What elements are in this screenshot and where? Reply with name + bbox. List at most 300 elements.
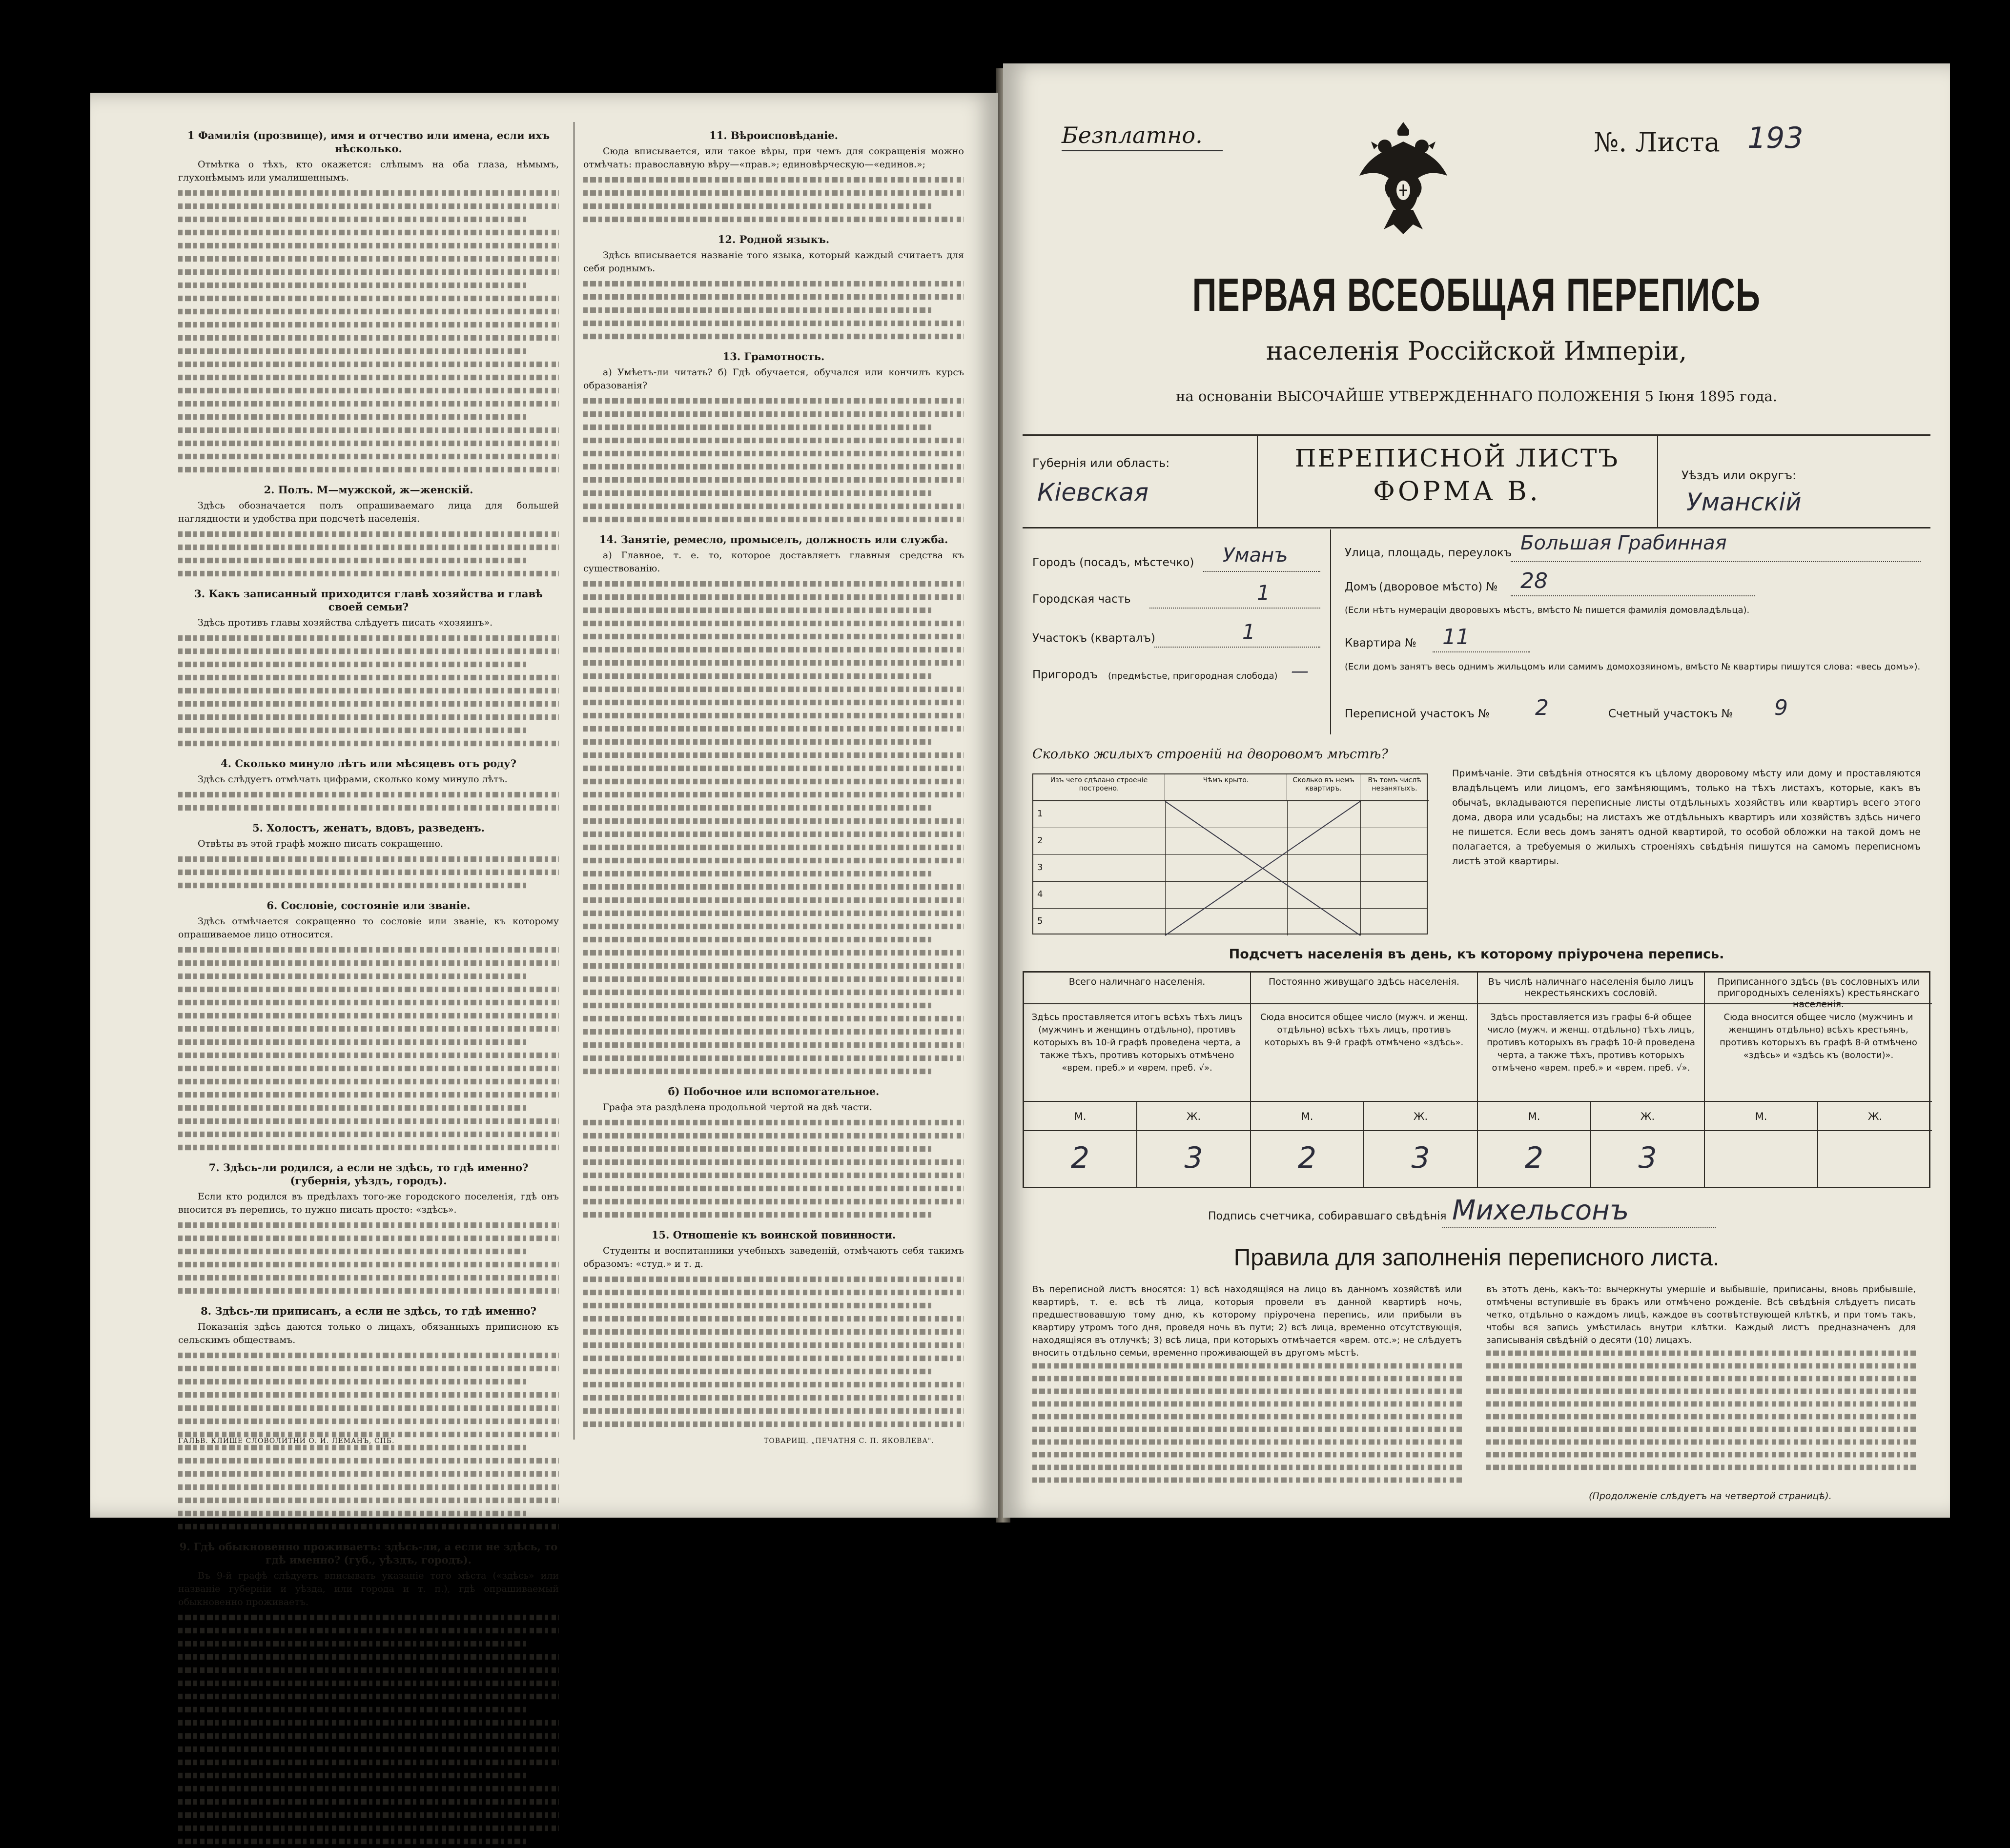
small-print-line [178, 1471, 559, 1477]
small-print-line [583, 621, 964, 626]
small-print-line [583, 660, 964, 666]
small-print-line [178, 545, 559, 550]
non-peasant-male-count: 2 [1478, 1131, 1591, 1187]
small-print-line [583, 594, 964, 600]
small-print-line [178, 217, 529, 222]
small-print-line [178, 296, 559, 301]
instruction-text: а) Главное, т. е. то, которое доставляетъ главныя средства къ существованію. [583, 550, 964, 574]
small-print-line [178, 688, 559, 693]
small-print-line [178, 960, 559, 966]
small-print-line [583, 726, 964, 731]
small-print-line [178, 987, 559, 992]
small-print-line [178, 1379, 529, 1384]
small-print-line [583, 321, 964, 326]
small-print-line [583, 1212, 934, 1218]
small-print-line [178, 269, 559, 275]
small-print-line [583, 203, 934, 209]
small-print-line [178, 649, 559, 654]
location-divider [1330, 529, 1331, 734]
small-print-line [178, 362, 559, 367]
small-print-line [178, 1694, 559, 1699]
instruction-text: Здѣсь вписывается названіе того языка, который каждый считаетъ для себя роднымъ. [583, 250, 964, 274]
small-print-line [583, 438, 964, 443]
small-print-line [178, 1275, 559, 1280]
instruction-text: Если кто родился въ предѣлахъ того-же городского поселенія, гдѣ онъ вносится въ перепись, то нужно писать просто: «здѣсь». [178, 1191, 559, 1215]
small-print-line [583, 1173, 964, 1178]
small-print-line [178, 1353, 559, 1358]
small-print-line [583, 897, 964, 903]
free-underline [1062, 150, 1223, 151]
small-print-line [178, 1773, 529, 1778]
small-print-line [178, 1249, 529, 1254]
small-print-line [583, 581, 964, 587]
table-col-line [1360, 801, 1361, 935]
header-band-top-rule [1023, 434, 1930, 436]
instruction-heading: б) Побочное или вспомогательное. [668, 1085, 880, 1097]
small-print-line [583, 281, 964, 286]
instruction-text: Сюда вписывается, или такое вѣры, при чемъ для сокращенія можно отмѣчать: православную вѣру—«прав.»; единовѣрческую—«единов.»; [583, 146, 964, 170]
small-print-line [178, 1760, 559, 1765]
instruction-heading: 6. Сословіе, состояніе или званіе. [267, 899, 471, 912]
small-print-line [178, 414, 529, 420]
small-print-line [583, 818, 964, 824]
right-page-census-form [1003, 63, 1950, 1518]
population-table [1023, 971, 1930, 1188]
small-print-line [583, 294, 964, 300]
small-print-line [1032, 1376, 1462, 1381]
sex-label-female: Ж. [1818, 1102, 1932, 1131]
rules-text-b: въ этотъ день, какъ-то: вычеркнуты умершіе и выбывшіе, приписаны, вновь прибывшіе, отмѣчены вступившіе въ бракъ или отмѣчено рожденіе. Всѣ свѣдѣнія слѣдуетъ писать четко, отдѣльно о каждомъ лицѣ, каждое въ соотвѣтствующей клѣткѣ, и при томъ такъ, чтобы вся запись умѣстилась внутри клѣтки. Каждый листъ предназначенъ для записыванія свѣдѣній о десяти (10) лицахъ. [1486, 1284, 1916, 1345]
section-line [1154, 647, 1320, 648]
row-number: 4 [1037, 889, 1043, 899]
suburb-label: Пригородъ [1032, 669, 1098, 681]
small-print-line [178, 1105, 529, 1111]
instructions-column-b [583, 122, 964, 1431]
small-print-line [1486, 1389, 1916, 1394]
small-print-line [178, 256, 559, 262]
rules-column-a [1032, 1283, 1462, 1486]
small-print-line [583, 1159, 964, 1165]
small-print-line [583, 976, 964, 982]
house-value: 28 [1520, 569, 1548, 593]
census-title: ПЕРВАЯ ВСЕОБЩАЯ ПЕРЕПИСЬ [1192, 269, 1761, 321]
non-peasant-female-count: 3 [1591, 1131, 1705, 1187]
small-print-line [178, 635, 559, 641]
small-print-line [178, 856, 559, 862]
small-print-line [583, 752, 964, 758]
province-label: Губернія или область: [1032, 456, 1170, 470]
population-text-peasant: Сюда вносится общее число (мужчинъ и женщинъ отдѣльно) всѣхъ крестьянъ, противъ которыхъ въ графѣ 8-й отмѣчено «здѣсь» и «здѣсь къ (волости)». [1705, 1004, 1932, 1102]
sex-label-female: Ж. [1364, 1102, 1478, 1131]
small-print-line [583, 217, 964, 222]
population-title: Подсчетъ населенія въ день, къ которому пріурочена перепись. [1229, 947, 1724, 962]
buildings-note: Примѣчаніе. Эти свѣдѣнія относятся къ цѣлому дворовому мѣсту или дому и проставляются владѣльцемъ или лицомъ, его замѣняющимъ, только на тѣхъ листахъ, которые, какъ въ обычаѣ, вкладываются переписные листы отдѣльныхъ хозяйствъ или квартиръ всего этого дома, двора или усадьбы; на листахъ же отдѣльныхъ квартиръ или хозяйствъ здѣсь ничего не пишется. Если весь домъ занятъ одной квартирой, то особой обложки на такой домъ не полагается, а требуемыя о жилыхъ строеніяхъ свѣдѣнія пишутся на самомъ переписномъ листѣ этой квартиры. [1452, 768, 1921, 867]
small-print-line [583, 792, 964, 797]
small-print-line [178, 1079, 559, 1084]
small-print-line [583, 673, 934, 679]
small-print-line [583, 517, 964, 522]
section-label: Участокъ (кварталъ) [1032, 632, 1155, 645]
apartment-label: Квартира № [1345, 637, 1416, 650]
small-print-line [1486, 1465, 1916, 1470]
rules-continued-text-a [1032, 1360, 1462, 1486]
small-print-line [1032, 1414, 1462, 1420]
small-print-line [178, 870, 559, 875]
population-text-present: Здѣсь проставляется итогъ всѣхъ тѣхъ лицъ (мужчинъ и женщинъ отдѣльно), противъ которыхъ въ 10-й графѣ проведена черта, а также тѣхъ, противъ которыхъ отмѣчено «врем. преб.» и «врем. преб. √». [1024, 1004, 1251, 1102]
row-number: 3 [1037, 862, 1043, 873]
small-print-line [178, 1000, 559, 1005]
small-print-line [583, 334, 964, 339]
small-print-line [1032, 1452, 1462, 1458]
small-print-line [583, 963, 964, 969]
small-print-line [178, 1826, 559, 1831]
instruction-heading: 7. Здѣсь-ли родился, а если не здѣсь, то гдѣ именно? (губернія, уѣздъ, городъ). [208, 1161, 529, 1187]
small-print-line [178, 1458, 559, 1463]
small-print-line [583, 1382, 964, 1387]
small-print-line [178, 1132, 559, 1137]
small-print-line [178, 1236, 559, 1241]
cross-out-mark-icon [1165, 801, 1360, 935]
small-print-line [178, 1720, 559, 1726]
instruction-heading: 4. Сколько минуло лѣтъ или мѣсяцевъ отъ роду? [221, 757, 516, 770]
small-print-line [583, 411, 964, 417]
small-print-line [583, 1199, 964, 1204]
small-print-line [583, 779, 964, 784]
house-label: Домъ [1345, 581, 1377, 593]
small-print-line [178, 1733, 559, 1739]
apartment-line [1433, 651, 1530, 652]
small-print-line [583, 1369, 934, 1374]
small-print-line [583, 1120, 964, 1125]
small-print-line [178, 531, 559, 537]
small-print-line [583, 1316, 964, 1321]
small-print-line [178, 375, 559, 380]
district-value: Уманскій [1686, 488, 1802, 516]
instruction-heading: 8. Здѣсь-ли приписанъ, а если не здѣсь, то гдѣ именно? [201, 1305, 536, 1317]
small-print-line [583, 1042, 964, 1048]
printer-footer-left: ГАЛЬВ. КЛИШЕ СЛОВОЛИТНИ О. И. ЛЕМАНЪ, СПБ. [178, 1437, 395, 1445]
header-band-divider-right [1657, 434, 1658, 527]
small-print-line [583, 832, 964, 837]
population-text-non-peasant: Здѣсь проставляется изъ графы 6-й общее число (мужч. и женщ. отдѣльно) тѣхъ лицъ, противъ которыхъ въ графѣ 10-й проведена черта, а также тѣхъ, противъ которыхъ отмѣчено «врем. преб.» и «врем. преб. √». [1478, 1004, 1705, 1102]
small-print-line [583, 634, 964, 639]
small-print-line [583, 700, 964, 705]
small-print-line [583, 1016, 964, 1021]
form-title: ПЕРЕПИСНОЙ ЛИСТЪ [1294, 444, 1620, 472]
population-header-non-peasant: Въ числѣ наличнаго населенія было лицъ некрестьянскихъ сословій. [1478, 973, 1705, 1004]
small-print-line [178, 1145, 559, 1150]
small-print-line [583, 608, 934, 613]
small-print-line [583, 1186, 964, 1191]
small-print-line [583, 1133, 964, 1138]
small-print-line [583, 713, 964, 718]
section-value: 1 [1242, 620, 1255, 644]
house-note: (Если нѣтъ нумераціи дворовыхъ мѣстъ, вмѣсто № пишется фамилія домовладѣльца). [1345, 605, 1750, 615]
small-print-line [583, 937, 934, 942]
form-subtitle: ФОРМА В. [1373, 476, 1541, 507]
small-print-line [583, 766, 964, 771]
small-print-line [178, 243, 559, 248]
sex-label-female: Ж. [1137, 1102, 1251, 1131]
small-print-line [583, 464, 964, 469]
small-print-line [1032, 1427, 1462, 1432]
city-value: Уманъ [1223, 544, 1288, 567]
city-part-line [1149, 608, 1320, 609]
permanent-male-count: 2 [1251, 1131, 1364, 1187]
small-print-line [178, 1484, 559, 1490]
small-print-line [178, 441, 559, 446]
signature-label: Подпись счетчика, собиравшаго свѣдѣнія [1208, 1210, 1447, 1222]
small-print-line [178, 1222, 559, 1228]
small-print-line [583, 177, 964, 183]
small-print-line [178, 1262, 559, 1267]
buildings-header-roof: Чѣмъ крыто. [1165, 774, 1287, 801]
small-print-line [178, 1628, 559, 1633]
small-print-line [583, 477, 964, 483]
population-text-permanent: Сюда вносится общее число (мужч. и женщ. отдѣльно) всѣхъ тѣхъ лицъ, противъ которыхъ въ 9-й графѣ отмѣчено «здѣсь». [1251, 1004, 1478, 1102]
buildings-header-material: Изъ чего сдѣлано строеніе построено. [1033, 774, 1165, 801]
small-print-line [583, 950, 964, 955]
small-print-line [583, 1277, 964, 1282]
population-header-present: Всего наличнаго населенія. [1024, 973, 1251, 1004]
rules-title: Правила для заполненія переписного листа. [1233, 1245, 1720, 1271]
small-print-line [178, 1654, 559, 1660]
present-female-count: 3 [1137, 1131, 1251, 1187]
instruction-heading: 5. Холостъ, женатъ, вдовъ, разведенъ. [252, 822, 485, 834]
instruction-text: а) Умѣетъ-ли читать? б) Гдѣ обучается, обучался или кончилъ курсъ образованія? [583, 367, 964, 391]
small-print-line [178, 741, 559, 746]
small-print-line [1486, 1376, 1916, 1381]
small-print-line [583, 307, 934, 313]
small-print-line [178, 792, 559, 797]
small-print-line [1486, 1452, 1916, 1458]
small-print-line [178, 401, 559, 406]
small-print-line [1032, 1440, 1462, 1445]
small-print-line [178, 1812, 559, 1818]
count-section-label: Счетный участокъ № [1608, 708, 1733, 720]
instruction-heading: 11. Вѣроисповѣданіе. [709, 129, 838, 142]
instruction-text: Студенты и воспитанники учебныхъ заведеній, отмѣчаютъ себя такимъ образомъ: «студ.» и т. д. [583, 1245, 964, 1269]
small-print-line [178, 1707, 529, 1712]
instruction-text: Здѣсь слѣдуетъ отмѣчать цифрами, сколько кому минуло лѣтъ. [198, 774, 508, 785]
small-print-line [178, 1392, 559, 1398]
sheet-number-value: 193 [1747, 121, 1804, 155]
small-print-line [583, 425, 934, 430]
small-print-line [178, 1419, 559, 1424]
instruction-heading: 13. Грамотность. [722, 350, 825, 363]
small-print-line [178, 309, 559, 314]
instruction-heading: 14. Занятіе, ремесло, промыселъ, должность или служба. [599, 533, 948, 546]
small-print-line [178, 701, 559, 707]
peasant-female-count [1818, 1131, 1932, 1187]
buildings-question: Сколько жилыхъ строеній на дворовомъ мѣстѣ? [1032, 747, 1388, 762]
instruction-text: Показанія здѣсь даются только о лицахъ, обязанныхъ приписною къ сельскимъ обществамъ. [178, 1321, 559, 1345]
left-page-instructions [90, 93, 998, 1607]
population-header-permanent: Постоянно живущаго здѣсь населенія. [1251, 973, 1478, 1004]
small-print-line [178, 974, 529, 979]
small-print-line [178, 348, 529, 354]
small-print-line [178, 662, 529, 667]
instruction-text: Отмѣтка о тѣхъ, кто окажется: слѣпымъ на оба глаза, нѣмымъ, глухонѣмымъ или умалишеннымъ. [178, 159, 559, 183]
header-band-bottom-rule [1023, 527, 1930, 528]
small-print-line [583, 1408, 964, 1414]
apartment-value: 11 [1442, 625, 1470, 650]
small-print-line [1486, 1363, 1916, 1369]
small-print-line [178, 1092, 559, 1097]
small-print-line [178, 1013, 559, 1018]
small-print-line [178, 571, 559, 576]
small-print-line [178, 1026, 559, 1032]
small-print-line [178, 558, 529, 563]
small-print-line [178, 1405, 559, 1411]
street-label: Улица, площадь, переулокъ [1345, 547, 1512, 559]
row-number: 1 [1037, 809, 1043, 819]
population-header-peasant: Приписанного здѣсь (въ сословныхъ или пригородныхъ селеніяхъ) крестьянскаго населенія. [1705, 973, 1932, 1004]
sex-label-male: М. [1024, 1102, 1137, 1131]
small-print-line [178, 1839, 529, 1844]
small-print-line [583, 858, 964, 863]
apartment-note: (Если домъ занятъ весь однимъ жильцомъ или самимъ домохозяиномъ, вмѣсто № квартиры пишутся слова: «весь домъ»). [1345, 662, 1921, 672]
small-print-line [178, 1511, 529, 1516]
small-print-line [178, 1746, 559, 1752]
small-print-line [583, 1290, 964, 1295]
instruction-heading: 9. Гдѣ обыкновенно проживаетъ: здѣсь-ли, а если не здѣсь, то гдѣ именно? (губ., уѣздъ, городъ). [179, 1541, 558, 1566]
buildings-table [1032, 773, 1428, 934]
small-print-line [1032, 1363, 1462, 1369]
small-print-line [583, 924, 964, 929]
small-print-line [178, 190, 559, 196]
present-male-count: 2 [1024, 1131, 1137, 1187]
small-print-line [583, 687, 964, 692]
small-print-line [178, 1053, 559, 1058]
small-print-line [178, 1445, 529, 1450]
suburb-value: — [1291, 661, 1309, 681]
small-print-line [583, 451, 964, 456]
small-print-line [178, 335, 559, 341]
small-print-line [178, 675, 559, 680]
province-value: Кіевская [1037, 478, 1149, 507]
sex-label-male: М. [1251, 1102, 1364, 1131]
permanent-female-count: 3 [1364, 1131, 1478, 1187]
instruction-text: Здѣсь обозначается полъ опрашиваемаго лица для большей наглядности и удобства при подсчетѣ населенія. [178, 500, 559, 524]
instruction-text: Графа эта раздѣлена продольной чертой на двѣ части. [603, 1102, 873, 1113]
small-print-line [178, 467, 559, 472]
small-print-line [178, 1498, 559, 1503]
small-print-line [583, 884, 964, 890]
small-print-line [1032, 1478, 1462, 1483]
city-line [1203, 571, 1320, 572]
small-print-line [583, 1395, 964, 1401]
small-print-line [583, 1056, 964, 1061]
rules-text-a: Въ переписной листъ вносятся: 1) всѣ находящіяся на лицо въ данномъ хозяйствѣ или квартирѣ, т. е. всѣ тѣ лица, которыя провели въ данной квартирѣ ночь, предшествовавшую тому дню, къ которому пріурочена перепись, или прибыли въ квартиру утромъ того дня, проведя ночь въ пути; 2) всѣ лица, временно отсутствующія, находящіяся въ отлучкѣ; 3) всѣ лица, при которыхъ отмѣчается «врем. отс.»; не слѣдуетъ вносить отдѣльно семьи, временно проживающей въ другомъ мѣстѣ. [1032, 1284, 1462, 1358]
small-print-line [1486, 1401, 1916, 1407]
small-print-line [178, 1615, 559, 1620]
instruction-text: Здѣсь противъ главы хозяйства слѣдуетъ писать «хозяинъ». [198, 617, 493, 628]
free-of-charge-label: Безплатно. [1062, 122, 1203, 148]
small-print-line [583, 805, 934, 811]
small-print-line [178, 1039, 529, 1045]
small-print-line [178, 203, 559, 209]
small-print-line [178, 1118, 559, 1124]
header-band-divider-left [1257, 434, 1258, 527]
sheet-number-label: №. Листа [1594, 127, 1720, 158]
small-print-line [178, 454, 559, 459]
district-label: Уѣздъ или округъ: [1682, 468, 1797, 482]
enumerator-signature: Михельсонъ [1452, 1195, 1629, 1226]
small-print-line [583, 1342, 964, 1348]
small-print-line [583, 739, 934, 745]
small-print-line [583, 871, 934, 876]
buildings-header-vacant: Въ томъ числѣ незанятыхъ. [1360, 774, 1429, 801]
small-print-line [178, 1786, 559, 1791]
row-number: 5 [1037, 916, 1043, 926]
city-part-value: 1 [1257, 581, 1270, 605]
census-section-value: 2 [1535, 695, 1549, 720]
small-print-line [583, 647, 964, 652]
peasant-male-count [1705, 1131, 1818, 1187]
instruction-heading: 3. Какъ записанный приходится главѣ хозяйства и главѣ своей семьи? [194, 588, 543, 613]
small-print-line [178, 728, 529, 733]
signature-line [1442, 1227, 1716, 1228]
small-print-line [178, 1432, 559, 1437]
instruction-text: Отвѣты въ этой графѣ можно писать сокращенно. [198, 838, 444, 849]
small-print-line [1486, 1440, 1916, 1445]
small-print-line [1032, 1401, 1462, 1407]
small-print-line [178, 1667, 559, 1673]
instruction-heading: 12. Родной языкъ. [718, 233, 830, 245]
small-print-line [178, 883, 529, 888]
small-print-line [178, 805, 559, 811]
double-headed-eagle-emblem-icon [1354, 117, 1452, 239]
small-print-line [583, 1303, 934, 1308]
small-print-line [583, 1146, 934, 1152]
small-print-line [1486, 1427, 1916, 1432]
small-print-line [1032, 1389, 1462, 1394]
house-line [1511, 595, 1755, 596]
legal-basis-line: на основаніи ВЫСОЧАЙШЕ УТВЕРЖДЕННАГО ПОЛОЖЕНІЯ 5 Іюня 1895 года. [1176, 388, 1777, 405]
census-section-label: Переписной участокъ № [1345, 708, 1490, 720]
small-print-line [178, 1366, 559, 1371]
printer-footer-right: ТОВАРИЩ. „ПЕЧАТНЯ С. П. ЯКОВЛЕВА". [764, 1437, 934, 1445]
small-print-line [1486, 1351, 1916, 1356]
small-print-line [583, 1356, 964, 1361]
small-print-line [178, 283, 529, 288]
small-print-line [583, 190, 964, 196]
small-print-line [583, 1003, 934, 1008]
small-print-line [178, 1288, 559, 1294]
sex-label-female: Ж. [1591, 1102, 1705, 1131]
instruction-text: Здѣсь отмѣчается сокращенно то сословіе или званіе, къ которому опрашиваемое лицо относится. [178, 916, 559, 940]
small-print-line [1486, 1414, 1916, 1420]
row-number: 2 [1037, 835, 1043, 846]
instructions-column-a [178, 122, 559, 1848]
street-line [1511, 561, 1921, 562]
small-print-line [583, 490, 934, 496]
small-print-line [178, 427, 559, 433]
instruction-heading: 1 Фамилія (прозвище), имя и отчество или имена, если ихъ нѣсколько. [187, 129, 550, 155]
small-print-line [583, 1069, 934, 1074]
census-subtitle: населенія Россійской Имперіи, [1266, 337, 1687, 366]
small-print-line [583, 911, 964, 916]
suburb-hint: (предмѣстье, пригородная слобода) [1108, 671, 1278, 681]
house-hint: (дворовое мѣсто) № [1379, 581, 1498, 593]
rules-continued-text-b [1486, 1347, 1916, 1474]
small-print-line [1032, 1465, 1462, 1470]
small-print-line [583, 1029, 964, 1035]
small-print-line [178, 714, 559, 720]
instruction-heading: 15. Отношеніе къ воинской повинности. [651, 1229, 896, 1241]
city-part-label: Городская часть [1032, 593, 1131, 606]
